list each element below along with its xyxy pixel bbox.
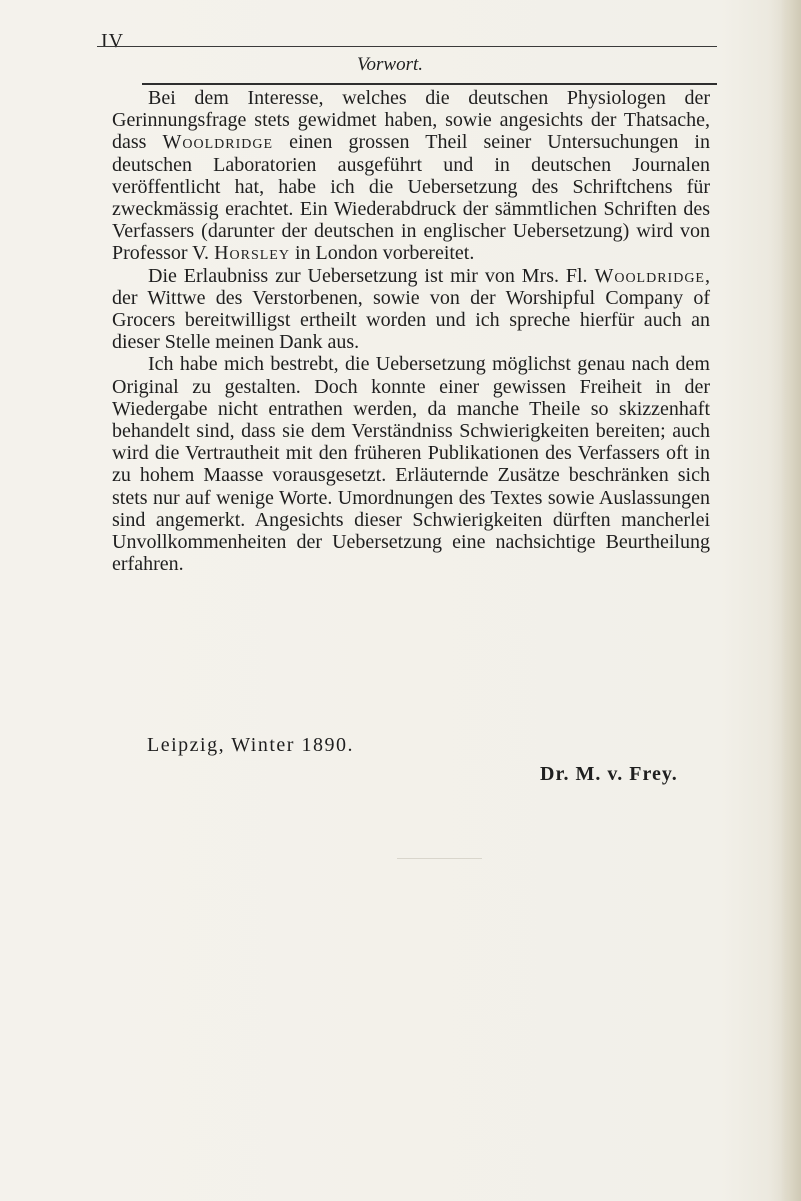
paragraph-1 — [112, 87, 710, 265]
page-header — [97, 30, 717, 80]
name-mrs-wooldridge: Wooldridge — [594, 264, 705, 287]
signature: Dr. M. v. Frey. — [540, 763, 678, 785]
paragraph-2 — [112, 265, 710, 354]
author-name-horsley: Horsley — [214, 242, 290, 265]
author-name-wooldridge: Wooldridge — [162, 131, 274, 154]
header-rule-top — [97, 46, 717, 47]
paragraph-2-text-b: , der Wittwe des Verstorbenen, sowie von der Worshipful Company of Grocers bereitwilligst ertheilt worden und ich spreche hierfür auch an dieser Stelle meinen Dank aus. — [112, 264, 710, 354]
page-number: IV — [101, 30, 125, 52]
paragraph-2-text-a: Die Erlaubniss zur Uebersetzung ist mir von Mrs. Fl. — [148, 264, 595, 287]
faint-divider — [397, 858, 482, 859]
paragraph-1-text-c: in London vorbereitet. — [289, 242, 475, 265]
place-date-line: Leipzig, Winter 1890. — [147, 734, 354, 756]
paragraph-1-text-a: Bei dem Interesse, welches die deutschen Physiologen der Gerinnungsfrage stets gewidmet haben, sowie angesichts der Thatsache, dass — [112, 87, 710, 154]
running-head: Vorwort. — [357, 54, 423, 75]
preface-body — [112, 87, 710, 575]
paragraph-3: Ich habe mich bestrebt, die Uebersetzung möglichst genau nach dem Original zu gestalten. Doch konnte einer gewissen Freiheit in der Wiedergabe nicht entrathen werden, da manche Theile so skizzenhaft behandelt sind, dass sie dem Verständniss Schwierigkeiten bereiten; auch wird die Vertrautheit mit den früheren Publikationen des Verfassers oft in zu hohem Maasse vorausgesetzt. Erläuternde Zusätze beschränken sich stets nur auf wenige Worte. Umordnungen des Textes sowie Auslassungen sind angemerkt. Angesichts dieser Schwierigkeiten dürften mancherlei Unvollkommenheiten der Uebersetzung eine nachsichtige Beurtheilung erfahren. — [112, 353, 710, 576]
page-edge-shadow — [781, 0, 801, 1201]
header-rule-bottom — [142, 83, 717, 85]
paragraph-1-text-b: einen grossen Theil seiner Untersuchungen in deutschen Laboratorien ausgeführt und in deutschen Journalen veröffentlicht hat, habe ich die Uebersetzung des Schriftchens für zweckmässig erachtet. Ein Wiederabdruck der sämmtlichen Schriften des Verfassers (darunter der deutschen in englischer Uebersetzung) wird von Professor V. — [112, 131, 710, 265]
